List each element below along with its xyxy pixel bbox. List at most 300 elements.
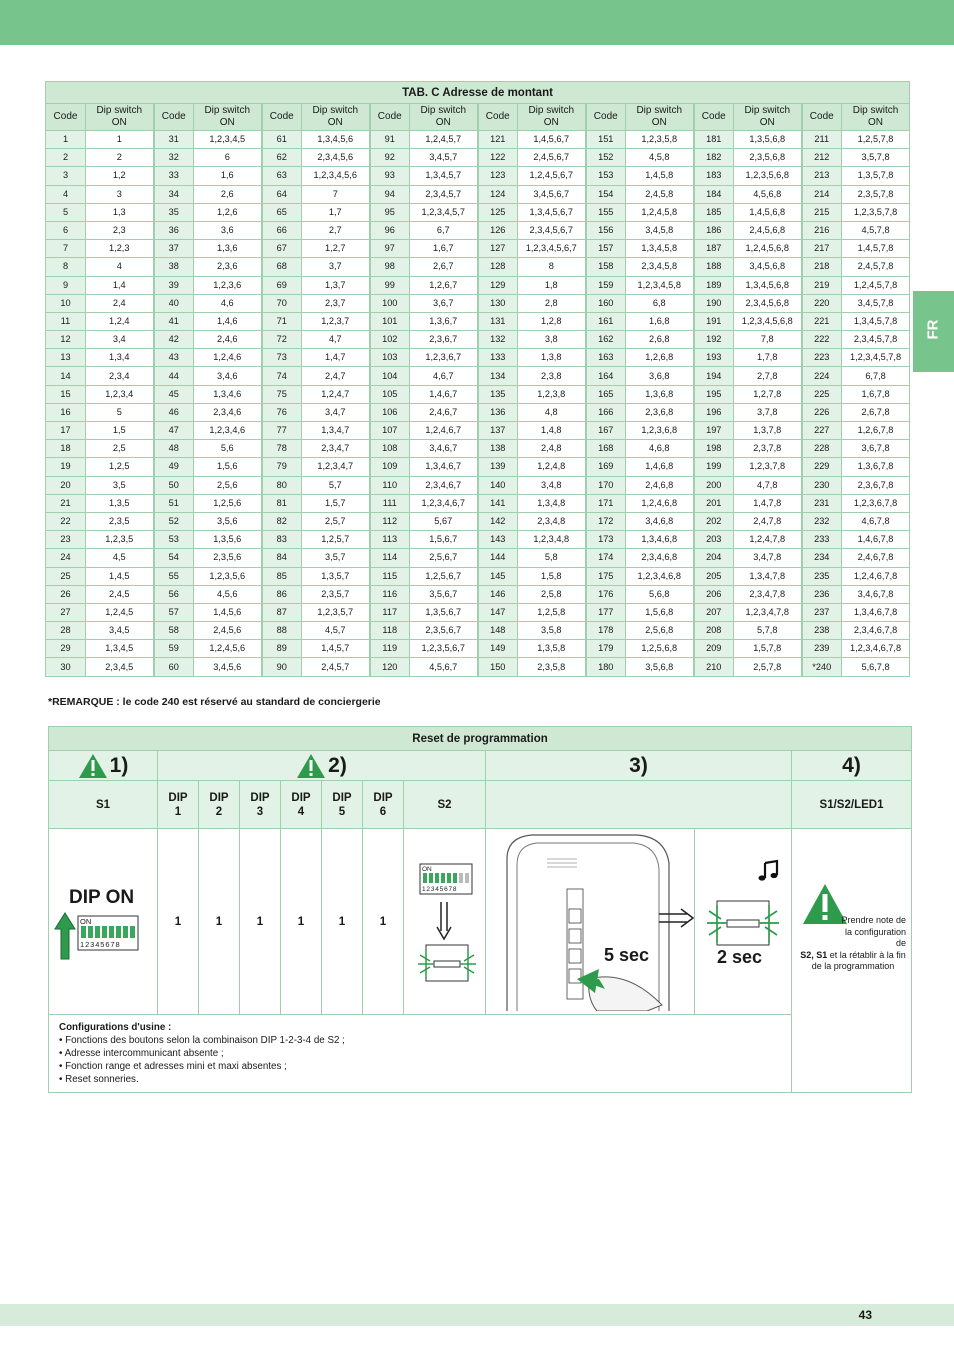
code-cell: 107 [370, 422, 410, 440]
code-cell: 234 [802, 549, 842, 567]
dip-cell: 2,4,5,6,8 [734, 221, 802, 239]
dip-header-line: Dip switch [312, 105, 359, 116]
code-cell: 220 [802, 294, 842, 312]
code-cell: 204 [694, 549, 734, 567]
dip-cell: 1,4,6,7,8 [842, 531, 910, 549]
code-cell: 212 [802, 149, 842, 167]
code-cell: 96 [370, 221, 410, 239]
code-cell: 15 [46, 385, 86, 403]
dip-cell: 3,5,6,8 [626, 658, 694, 676]
dip-cell: 1,6,7 [410, 240, 478, 258]
table-row [46, 312, 910, 330]
language-tab [913, 291, 954, 372]
table-row [46, 385, 910, 403]
table-row [46, 640, 910, 658]
dip-cell: 1,3,6 [194, 240, 262, 258]
code-cell: 145 [478, 567, 518, 585]
code-cell: 219 [802, 276, 842, 294]
dip-6-label [363, 781, 404, 829]
dip-cell: 1,2,3,5,6 [194, 567, 262, 585]
code-cell: 213 [802, 167, 842, 185]
code-cell: 179 [586, 640, 626, 658]
code-cell: 49 [154, 458, 194, 476]
dip-header-line: ON [543, 117, 559, 128]
dip-cell: 1,2,3,4,5,6 [302, 167, 370, 185]
bottom-band [0, 1304, 954, 1326]
code-cell: 138 [478, 440, 518, 458]
code-cell: 17 [46, 422, 86, 440]
dip-cell: 2,6,7 [410, 258, 478, 276]
code-cell: 56 [154, 585, 194, 603]
dip-cell: 5,6,7,8 [842, 658, 910, 676]
dip-cell: 2,3,4,6,8 [626, 549, 694, 567]
dip-cell: 6 [194, 149, 262, 167]
dip-cell: 2,5,6 [194, 476, 262, 494]
code-cell: 217 [802, 240, 842, 258]
dip-cell: 1,2,3,6,8 [626, 422, 694, 440]
code-cell: 2 [46, 149, 86, 167]
warning-icon [78, 753, 108, 779]
dip-cell: 2,4,7,8 [734, 512, 802, 530]
code-cell: 12 [46, 331, 86, 349]
dip-cell: 4,6,7 [410, 367, 478, 385]
dip-cell: 1,3,7,8 [734, 422, 802, 440]
dip-cell: 2,4,8 [518, 440, 586, 458]
code-cell: 81 [262, 494, 302, 512]
dip-cell: 2,7,8 [734, 367, 802, 385]
dip-cell: 2,6,8 [626, 331, 694, 349]
dip-cell: 1,2,5,6 [194, 494, 262, 512]
dip-cell: 1,3,4,6,7 [410, 458, 478, 476]
code-cell: 135 [478, 385, 518, 403]
dip-cell: 1,3,4,5,7,8 [842, 312, 910, 330]
dip-cell: 1,5,7 [302, 494, 370, 512]
code-cell: 105 [370, 385, 410, 403]
dip-cell: 2,3,4,5,8 [626, 258, 694, 276]
code-cell: 62 [262, 149, 302, 167]
reset-table [48, 726, 912, 1093]
table-row [46, 422, 910, 440]
dip-cell: 5,7 [302, 476, 370, 494]
dip-cell: 1,2,3,6 [194, 276, 262, 294]
dip-cell: 3,4,7 [302, 403, 370, 421]
code-cell: 59 [154, 640, 194, 658]
code-cell: 140 [478, 476, 518, 494]
code-cell: 224 [802, 367, 842, 385]
dip-cell: 3,5,7,8 [842, 149, 910, 167]
dip-cell: 2,4,5,6 [194, 622, 262, 640]
code-cell: 84 [262, 549, 302, 567]
code-cell: 99 [370, 276, 410, 294]
dip-cell: 1,5,6,8 [626, 603, 694, 621]
code-cell: 86 [262, 585, 302, 603]
code-cell: 72 [262, 331, 302, 349]
code-cell: 155 [586, 203, 626, 221]
dip-1-value: 1 [158, 829, 199, 1015]
code-cell: 181 [694, 131, 734, 149]
dip-cell: 1,4,6 [194, 312, 262, 330]
dip-cell: 2,3 [86, 221, 154, 239]
code-cell: 57 [154, 603, 194, 621]
dip-cell: 3,4,5,6,7 [518, 185, 586, 203]
code-cell: 230 [802, 476, 842, 494]
dip-switch-icon [77, 915, 139, 951]
column-header-code: Code [478, 104, 518, 131]
dip-cell: 1,3,4,5,6 [302, 131, 370, 149]
column-header-dip [194, 104, 262, 131]
double-arrow-icon [657, 907, 697, 929]
code-cell: 21 [46, 494, 86, 512]
dip-cell: 4,5,6,7 [410, 658, 478, 676]
code-cell: 176 [586, 585, 626, 603]
step-4-header: 4) [792, 751, 912, 781]
led-blink-icon [412, 941, 482, 987]
code-cell: 78 [262, 440, 302, 458]
code-cell: 124 [478, 185, 518, 203]
column-header-code: Code [262, 104, 302, 131]
dip-cell: 3,7,8 [734, 403, 802, 421]
code-cell: 25 [46, 567, 86, 585]
code-cell: 9 [46, 276, 86, 294]
dip-5-label [322, 781, 363, 829]
column-header-dip [410, 104, 478, 131]
code-cell: 190 [694, 294, 734, 312]
dip-cell: 1,2,5,6,7 [410, 567, 478, 585]
code-cell: 228 [802, 440, 842, 458]
code-cell: 172 [586, 512, 626, 530]
column-header-code: Code [154, 104, 194, 131]
code-cell: 146 [478, 585, 518, 603]
table-row [46, 149, 910, 167]
remark-note: *REMARQUE : le code 240 est réservé au standard de conciergerie [48, 696, 381, 708]
table-row [46, 131, 910, 149]
language-label: FR [924, 319, 942, 340]
dip-cell: 1,2,3,4,7 [302, 458, 370, 476]
dip-cell: 1,3,4,8 [518, 494, 586, 512]
dip-cell: 2,6,7,8 [842, 403, 910, 421]
code-cell: 205 [694, 567, 734, 585]
code-cell: 69 [262, 276, 302, 294]
code-cell: 37 [154, 240, 194, 258]
dip-cell: 1,2,4,5,7,8 [842, 276, 910, 294]
dip-cell: 1,2,4,5,6,7 [518, 167, 586, 185]
note-post: et la rétablir à la fin de la programmation [811, 949, 906, 971]
dip-cell: 2,8 [518, 294, 586, 312]
code-cell: 10 [46, 294, 86, 312]
dip-cell: 3,4,7,8 [734, 549, 802, 567]
dip-cell: 2,3,5,7 [302, 585, 370, 603]
code-cell: 92 [370, 149, 410, 167]
dip-cell: 2,3,5,6,7 [410, 622, 478, 640]
dip-cell: 4,5,7,8 [842, 221, 910, 239]
code-cell: 157 [586, 240, 626, 258]
note-pre: Prendre note de la configuration de [841, 915, 906, 948]
code-cell: 158 [586, 258, 626, 276]
dip-cell: 1,2,5,7,8 [842, 131, 910, 149]
code-cell: 210 [694, 658, 734, 676]
dip-cell: 1,2,3,4,6,8 [626, 567, 694, 585]
code-cell: 93 [370, 167, 410, 185]
code-cell: 42 [154, 331, 194, 349]
dip-cell: 7 [302, 185, 370, 203]
dip-cell: 1,2,3,8 [518, 385, 586, 403]
code-cell: 90 [262, 658, 302, 676]
code-cell: 238 [802, 622, 842, 640]
dip-label-text: DIP 4 [291, 791, 311, 818]
note-bold: S2, S1 [800, 949, 828, 960]
code-cell: 66 [262, 221, 302, 239]
dip-cell: 1,6 [194, 167, 262, 185]
code-cell: 127 [478, 240, 518, 258]
dip-cell: 2,3,4,6,7,8 [842, 622, 910, 640]
down-arrow-icon [434, 901, 454, 941]
code-cell: 48 [154, 440, 194, 458]
dip-header-line: Dip switch [852, 105, 899, 116]
code-cell: 160 [586, 294, 626, 312]
dip-cell: 1,4,5,6,8 [734, 203, 802, 221]
code-cell: 88 [262, 622, 302, 640]
dip-cell: 2,4,5,8 [626, 185, 694, 203]
code-cell: 101 [370, 312, 410, 330]
code-cell: 162 [586, 331, 626, 349]
dip-header-line: ON [651, 117, 667, 128]
dip-cell: 5 [86, 403, 154, 421]
dip-cell: 1,2,3,4 [86, 385, 154, 403]
dip-label-text: DIP 1 [168, 791, 188, 818]
code-cell: 185 [694, 203, 734, 221]
dip-label-text: DIP 6 [373, 791, 393, 818]
code-cell: 171 [586, 494, 626, 512]
dip-cell: 2,3,5,8 [518, 658, 586, 676]
code-cell: 102 [370, 331, 410, 349]
code-cell: 201 [694, 494, 734, 512]
code-cell: 77 [262, 422, 302, 440]
code-cell: 22 [46, 512, 86, 530]
dip-cell: 3,5,7 [302, 549, 370, 567]
dip-cell: 1,3 [86, 203, 154, 221]
dip-cell: 3,4,5,6 [194, 658, 262, 676]
dip-cell: 1,2,4,5,6 [194, 640, 262, 658]
code-cell: 74 [262, 367, 302, 385]
dip-cell: 1,2,3,4,5,6,8 [734, 312, 802, 330]
dip-cell: 2,4,6,7 [410, 403, 478, 421]
dip-cell: 2,5,7 [302, 512, 370, 530]
code-cell: 130 [478, 294, 518, 312]
code-cell: 38 [154, 258, 194, 276]
switch-numbers: 12345678 [422, 886, 458, 893]
dip-cell: 1,4,7 [302, 349, 370, 367]
dip-cell: 1,4,5,6,7 [518, 131, 586, 149]
dip-cell: 1,2,3,6,7 [410, 349, 478, 367]
dip-cell: 1,2,4,6,7 [410, 422, 478, 440]
dip-cell: 4,6,8 [626, 440, 694, 458]
code-cell: 89 [262, 640, 302, 658]
dip-cell: 1,3,4,5,8 [626, 240, 694, 258]
code-cell: 168 [586, 440, 626, 458]
code-cell: 183 [694, 167, 734, 185]
code-cell: 196 [694, 403, 734, 421]
code-cell: 159 [586, 276, 626, 294]
dip-cell: 1,4,6,8 [626, 458, 694, 476]
code-cell: 236 [802, 585, 842, 603]
code-cell: 104 [370, 367, 410, 385]
code-cell: 45 [154, 385, 194, 403]
dip-cell: 3,4,6,8 [626, 512, 694, 530]
code-cell: 123 [478, 167, 518, 185]
code-cell: 27 [46, 603, 86, 621]
dip-cell: 1,2,4,5 [86, 603, 154, 621]
code-cell: 71 [262, 312, 302, 330]
dip-2-label [199, 781, 240, 829]
code-cell: 141 [478, 494, 518, 512]
dip-header-line: ON [759, 117, 775, 128]
dip-cell: 2,4 [86, 294, 154, 312]
column-header-dip [626, 104, 694, 131]
dip-cell: 1,3,5,8 [518, 640, 586, 658]
dip-cell: 2,4,5,7 [302, 658, 370, 676]
dip-cell: 1,3,4 [86, 349, 154, 367]
code-cell: 177 [586, 603, 626, 621]
table-row [46, 658, 910, 676]
code-cell: 61 [262, 131, 302, 149]
dip-cell: 3,6 [194, 221, 262, 239]
code-cell: 121 [478, 131, 518, 149]
code-cell: 117 [370, 603, 410, 621]
code-cell: 91 [370, 131, 410, 149]
code-cell: 203 [694, 531, 734, 549]
column-header-dip [302, 104, 370, 131]
code-cell: 137 [478, 422, 518, 440]
dip-cell: 2,3,7,8 [734, 440, 802, 458]
code-cell: 182 [694, 149, 734, 167]
code-cell: 75 [262, 385, 302, 403]
dip-label-text: DIP 3 [250, 791, 270, 818]
dip-cell: 2,3,6,7,8 [842, 476, 910, 494]
code-cell: 34 [154, 185, 194, 203]
dip-cell: 1,2,3,4,5,8 [626, 276, 694, 294]
dip-cell: 1,3,4,6 [194, 385, 262, 403]
dip-cell: 1,3,4,6,8 [626, 531, 694, 549]
list-item: • Fonctions des boutons selon la combinaison DIP 1-2-3-4 de S2 ; [59, 1034, 781, 1047]
code-cell: 67 [262, 240, 302, 258]
table-row [46, 549, 910, 567]
dip-cell: 1,5,7,8 [734, 640, 802, 658]
dip-cell: 1,2,4,6 [194, 349, 262, 367]
dip-cell: 4,5,8 [626, 149, 694, 167]
step-1-header [49, 751, 158, 781]
code-cell: 60 [154, 658, 194, 676]
code-cell: 237 [802, 603, 842, 621]
code-cell: 167 [586, 422, 626, 440]
dip-cell: 1,6,7,8 [842, 385, 910, 403]
dip-5-value: 1 [322, 829, 363, 1015]
code-cell: 199 [694, 458, 734, 476]
code-cell: 129 [478, 276, 518, 294]
column-header-dip [734, 104, 802, 131]
dip-cell: 2,4,5,6,7 [518, 149, 586, 167]
table-row [46, 203, 910, 221]
dip-cell: 1,2,4,7,8 [734, 531, 802, 549]
code-cell: 180 [586, 658, 626, 676]
dip-label-text: DIP 2 [209, 791, 229, 818]
code-cell: 161 [586, 312, 626, 330]
dip-cell: 2,3,4,5,6,8 [734, 294, 802, 312]
dip-cell: 1,3,4,5,6,7 [518, 203, 586, 221]
code-cell: 19 [46, 458, 86, 476]
code-cell: 148 [478, 622, 518, 640]
dip-cell: 5,6 [194, 440, 262, 458]
factory-title: Configurations d'usine : [59, 1022, 172, 1033]
dip-cell: 1,2,4,5,8 [626, 203, 694, 221]
code-cell: 111 [370, 494, 410, 512]
table-row [46, 185, 910, 203]
code-cell: 31 [154, 131, 194, 149]
code-cell: 11 [46, 312, 86, 330]
table-row [46, 440, 910, 458]
dip-cell: 1,3,4,7 [302, 422, 370, 440]
step-2-number: 2) [328, 753, 347, 777]
top-band [0, 0, 954, 45]
code-cell: 152 [586, 149, 626, 167]
dip-cell: 4,5,6 [194, 585, 262, 603]
dip-cell: 1,3,7 [302, 276, 370, 294]
dip-cell: 4,5,6,8 [734, 185, 802, 203]
dip-cell: 1,2,3,5,6,8 [734, 167, 802, 185]
dip-cell: 1,3,4,5,7 [410, 167, 478, 185]
dip-header-line: Dip switch [204, 105, 251, 116]
dip-cell: 1,3,8 [518, 349, 586, 367]
dip-cell: 1,2,3,4,5 [194, 131, 262, 149]
table-row [46, 531, 910, 549]
code-cell: 110 [370, 476, 410, 494]
code-cell: 115 [370, 567, 410, 585]
column-header-code: Code [586, 104, 626, 131]
dip-cell: 1,2,8 [518, 312, 586, 330]
column-header-code: Code [802, 104, 842, 131]
code-cell: 108 [370, 440, 410, 458]
dip-cell: 1,2 [86, 167, 154, 185]
code-cell: 235 [802, 567, 842, 585]
code-cell: 166 [586, 403, 626, 421]
table-row [46, 622, 910, 640]
dip-cell: 2,3,4,6,7 [410, 476, 478, 494]
code-cell: 202 [694, 512, 734, 530]
code-cell: 3 [46, 167, 86, 185]
code-cell: 163 [586, 349, 626, 367]
dip-cell: 1,2,3,4,7,8 [734, 603, 802, 621]
code-cell: 142 [478, 512, 518, 530]
code-cell: 79 [262, 458, 302, 476]
code-cell: 80 [262, 476, 302, 494]
dip-cell: 4,7,8 [734, 476, 802, 494]
dip-cell: 5,8 [518, 549, 586, 567]
dip-cell: 3,4,5,7 [410, 149, 478, 167]
dip-cell: 2,4,6,7,8 [842, 549, 910, 567]
table-row [46, 294, 910, 312]
code-cell: 33 [154, 167, 194, 185]
dip-1-label [158, 781, 199, 829]
code-cell: 189 [694, 276, 734, 294]
dip-cell: 1,2,4,6,8 [626, 494, 694, 512]
dip-cell: 1,3,4,5 [86, 640, 154, 658]
code-cell: 1 [46, 131, 86, 149]
code-cell: 32 [154, 149, 194, 167]
code-cell: 51 [154, 494, 194, 512]
code-cell: 188 [694, 258, 734, 276]
code-cell: 214 [802, 185, 842, 203]
dip-cell: 1,2,3,7 [302, 312, 370, 330]
table-row [46, 494, 910, 512]
